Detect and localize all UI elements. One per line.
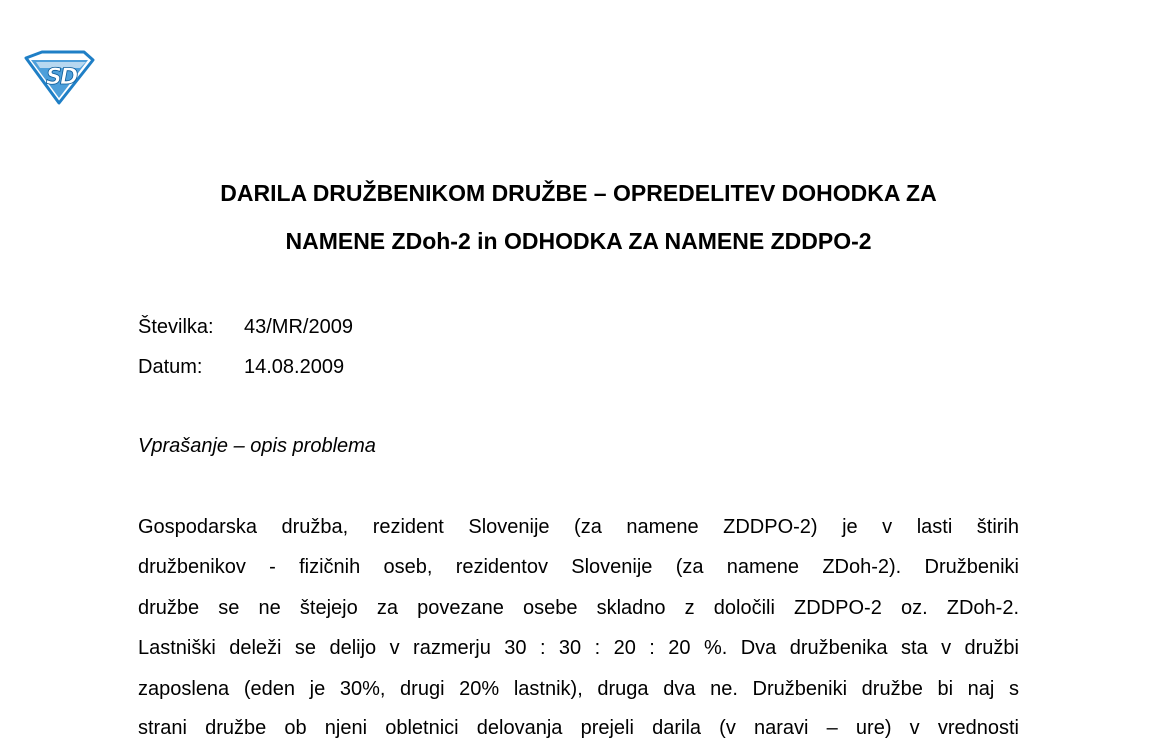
meta-number-label: Številka: bbox=[138, 316, 214, 338]
paragraph-line: družbe se ne štejejo za povezane osebe skladno z določili ZDDPO-2 oz. ZDoh-2. bbox=[138, 597, 1019, 619]
svg-text:S: S bbox=[46, 65, 62, 90]
meta-date-label: Datum: bbox=[138, 356, 203, 378]
document-title-line-1: DARILA DRUŽBENIKOM DRUŽBE – OPREDELITEV DOHODKA ZA bbox=[220, 180, 937, 206]
paragraph-line: strani družbe ob njeni obletnici delovanja prejeli darila (v naravi – ure) v vrednosti bbox=[138, 717, 1019, 739]
meta-number-row bbox=[138, 315, 353, 339]
document-title-line-2: NAMENE ZDoh-2 in ODHODKA ZA NAMENE ZDDPO-2 bbox=[285, 228, 872, 254]
meta-date-value: 14.08.2009 bbox=[244, 356, 345, 378]
paragraph-line: družbenikov - fizičnih oseb, rezidentov Slovenije (za namene ZDoh-2). Družbeniki bbox=[138, 556, 1019, 578]
paragraph-line: Gospodarska družba, rezident Slovenije (za namene ZDDPO-2) je v lasti štirih bbox=[138, 516, 1019, 538]
paragraph-line: zaposlena (eden je 30%, drugi 20% lastnik), druga dva ne. Družbeniki družbe bi naj s bbox=[138, 678, 1019, 700]
section-heading: Vprašanje – opis problema bbox=[138, 435, 376, 457]
svg-text:D: D bbox=[60, 65, 79, 90]
paragraph-line: Lastniški deleži se delijo v razmerju 30 : 30 : 20 : 20 %. Dva družbenika sta v družbi bbox=[138, 637, 1019, 659]
sd-shield-logo-icon bbox=[22, 50, 96, 106]
meta-number-value: 43/MR/2009 bbox=[244, 316, 353, 338]
meta-date-row bbox=[138, 355, 344, 379]
